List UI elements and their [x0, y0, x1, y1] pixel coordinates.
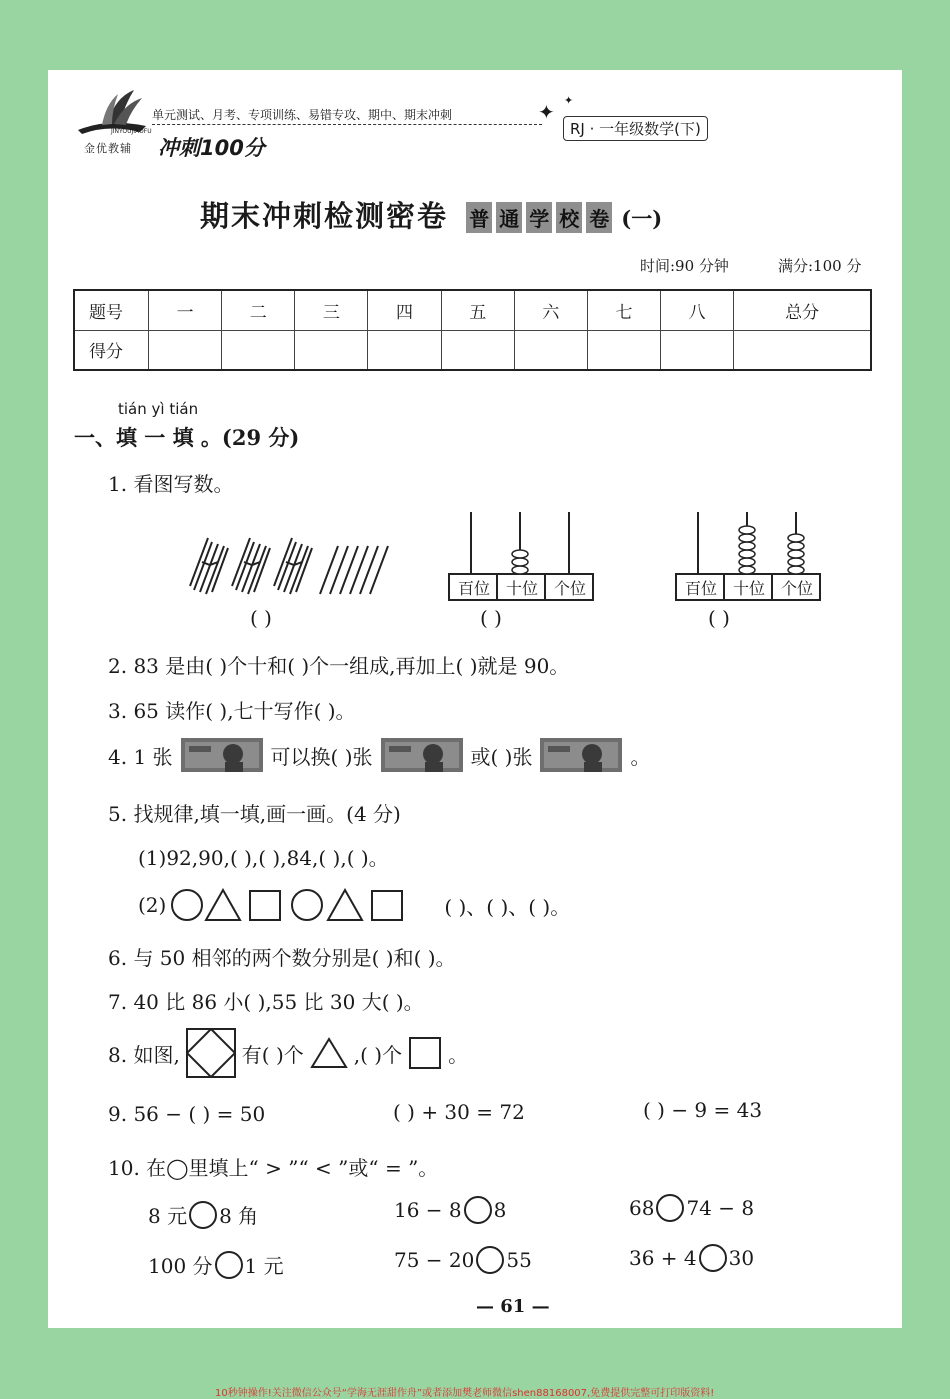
- abacus-beads: [512, 550, 528, 574]
- circle-shape: [292, 890, 322, 920]
- compare-circle[interactable]: [189, 1201, 217, 1229]
- place-label-hundreds: 百位: [457, 579, 490, 598]
- time-limit: 时间:90 分钟: [640, 257, 729, 275]
- triangle-shape: [206, 890, 240, 920]
- place-label-ones: 个位: [780, 579, 813, 598]
- answer-blank[interactable]: ( ): [708, 606, 730, 630]
- page-number: — 61 —: [476, 1296, 550, 1317]
- score-header-cell: 六: [514, 290, 587, 330]
- header-divider: [152, 124, 542, 125]
- score-cell[interactable]: [149, 330, 222, 370]
- score-header-cell: 题号: [74, 290, 149, 330]
- sticks-figure: [188, 534, 398, 604]
- square-icon: [408, 1036, 442, 1070]
- triangle-shape: [328, 890, 362, 920]
- question-9-a: 9. 56 − ( ) = 50: [108, 1102, 266, 1126]
- answer-blank[interactable]: ( ): [480, 606, 502, 630]
- place-label-hundreds: 百位: [684, 579, 717, 598]
- q8-part: 。: [448, 1042, 469, 1067]
- triangle-icon: [310, 1037, 348, 1069]
- score-header-cell: 八: [661, 290, 734, 330]
- q8-part: 8. 如图,: [108, 1042, 180, 1067]
- compare-right: 8 角: [219, 1204, 259, 1228]
- section-pinyin: tián yì tián: [118, 400, 199, 418]
- score-row-label: 得分: [74, 330, 149, 370]
- q4-part: 可以换( )张: [270, 744, 373, 769]
- compare-right: 30: [728, 1246, 755, 1270]
- score-cell[interactable]: [222, 330, 295, 370]
- stick-bundle: [190, 538, 228, 594]
- compare-circle[interactable]: [215, 1251, 243, 1279]
- shape-pattern: [170, 888, 440, 922]
- title-suffix: (一): [621, 206, 663, 231]
- logo-pinyin: JINYOUJIAOFU: [111, 128, 152, 135]
- score-header-row: [74, 290, 871, 330]
- compare-right: 1 元: [244, 1254, 284, 1278]
- question-8: [108, 1028, 468, 1078]
- compare-left: 16 − 8: [394, 1198, 462, 1222]
- score-cell[interactable]: [734, 330, 871, 370]
- score-header-cell: 总分: [734, 290, 871, 330]
- score-cell[interactable]: [587, 330, 660, 370]
- score-cell[interactable]: [441, 330, 514, 370]
- place-label-tens: 十位: [505, 579, 538, 598]
- q4-part: 或( )张: [470, 744, 533, 769]
- compare-right: 74 − 8: [686, 1196, 755, 1220]
- question-5: 5. 找规律,填一填,画一画。(4 分): [108, 802, 401, 826]
- compare-right: 55: [506, 1248, 532, 1272]
- exam-title: [200, 194, 662, 235]
- compare-item: [148, 1200, 258, 1229]
- full-score: 满分:100 分: [778, 257, 862, 275]
- compare-left: 100 分: [148, 1254, 213, 1278]
- question-5-part-1: (1)92,90,( ),( ),84,( ),( )。: [138, 846, 389, 870]
- square-diamond-figure: [186, 1028, 236, 1078]
- score-header-cell: 七: [587, 290, 660, 330]
- score-header-cell: 五: [441, 290, 514, 330]
- abacus-1-labels: [450, 576, 595, 599]
- square-shape: [372, 891, 402, 920]
- question-10: 10. 在◯里填上“ > ”“ < ”或“ = ”。: [108, 1156, 439, 1180]
- q8-part: ,( )个: [353, 1042, 403, 1067]
- question-3: 3. 65 读作( ),七十写作( )。: [108, 699, 356, 723]
- compare-circle[interactable]: [699, 1244, 727, 1272]
- compare-left: 68: [629, 1196, 655, 1220]
- footer-notice: 10秒钟操作!关注微信公众号“学海无涯甜作舟”或者添加樊老师微信shen88168007,免费提供完整可打印版资料!: [215, 1388, 715, 1399]
- score-header-cell: 四: [368, 290, 441, 330]
- compare-item: [394, 1246, 532, 1274]
- logo-text: 金优教辅: [84, 142, 132, 155]
- title-badge: 校: [556, 202, 582, 233]
- exam-page: [48, 70, 902, 1328]
- stick-bundle: [232, 538, 270, 594]
- compare-right: 8: [493, 1198, 507, 1222]
- abacus-beads: [739, 526, 804, 574]
- question-7: 7. 40 比 86 小( ),55 比 30 大( )。: [108, 990, 424, 1014]
- question-5-part-2: [138, 888, 570, 922]
- question-2: 2. 83 是由( )个十和( )个一组成,再加上( )就是 90。: [108, 654, 570, 678]
- score-value-row: [74, 330, 871, 370]
- q4-part: 。: [630, 744, 651, 769]
- compare-left: 75 − 20: [394, 1248, 475, 1272]
- series-text: 单元测试、月考、专项训练、易错专攻、期中、期末冲刺: [152, 108, 453, 122]
- question-4: [108, 738, 650, 772]
- banknote-icon: [381, 738, 463, 772]
- score-cell[interactable]: [514, 330, 587, 370]
- question-6: 6. 与 50 相邻的两个数分别是( )和( )。: [108, 946, 456, 970]
- sparkle-icon: ✦: [538, 100, 555, 124]
- compare-item: [394, 1196, 506, 1224]
- compare-item: [148, 1250, 284, 1279]
- q5-part2-suffix: ( )、( )、( )。: [444, 894, 571, 919]
- score-header-cell: 二: [222, 290, 295, 330]
- compare-left: 36 + 4: [629, 1246, 697, 1270]
- compare-left: 8 元: [148, 1204, 188, 1228]
- compare-item: [629, 1244, 754, 1272]
- abacus-2-labels: [677, 576, 822, 599]
- brand-title: 冲刺100分: [158, 136, 265, 160]
- score-header-cell: 三: [295, 290, 368, 330]
- q4-part: 4. 1 张: [108, 744, 173, 769]
- circle-shape: [172, 890, 202, 920]
- score-cell[interactable]: [368, 330, 441, 370]
- compare-circle[interactable]: [476, 1246, 504, 1274]
- title-badge: 普: [466, 202, 492, 233]
- place-label-ones: 个位: [553, 579, 586, 598]
- compare-circle[interactable]: [656, 1194, 684, 1222]
- question-9-c: ( ) − 9 = 43: [643, 1098, 763, 1122]
- score-header-cell: 一: [149, 290, 222, 330]
- title-badge: 卷: [586, 202, 612, 233]
- answer-blank[interactable]: ( ): [250, 606, 272, 630]
- section-title: 一、填 一 填 。(29 分): [74, 425, 300, 450]
- banknote-icon: [181, 738, 263, 772]
- question-9-b: ( ) + 30 = 72: [393, 1100, 525, 1124]
- title-badge: 通: [496, 202, 522, 233]
- q8-part: 有( )个: [241, 1042, 304, 1067]
- sparkle-small-icon: ✦: [564, 94, 574, 107]
- title-main: 期末冲刺检测密卷: [200, 199, 449, 233]
- square-shape: [250, 891, 280, 920]
- score-cell[interactable]: [661, 330, 734, 370]
- compare-item: [629, 1194, 754, 1222]
- compare-circle[interactable]: [464, 1196, 492, 1224]
- title-badge: 学: [526, 202, 552, 233]
- stick-bundle: [274, 538, 312, 594]
- score-cell[interactable]: [295, 330, 368, 370]
- place-label-tens: 十位: [732, 579, 765, 598]
- banknote-icon: [540, 738, 622, 772]
- question-1: 1. 看图写数。: [108, 472, 234, 496]
- q5-part2-prefix: (2): [138, 893, 167, 917]
- score-table: [73, 289, 872, 371]
- grade-label: RJ · 一年级数学(下): [563, 116, 708, 141]
